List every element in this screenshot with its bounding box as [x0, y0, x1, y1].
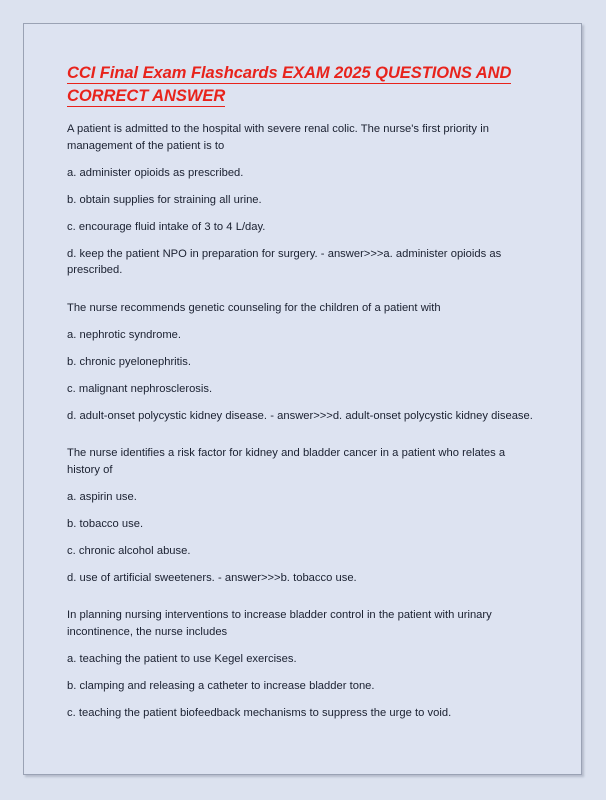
question-stem: The nurse recommends genetic counseling for the children of a patient with: [67, 301, 441, 314]
question-option: b. obtain supplies for straining all urine.: [67, 193, 262, 206]
question-block: [67, 300, 541, 425]
question-option: a. administer opioids as prescribed.: [67, 166, 244, 179]
question-option: c. malignant nephrosclerosis.: [67, 382, 213, 395]
question-option: a. teaching the patient to use Kegel exercises.: [67, 652, 297, 665]
question-option-with-answer: d. use of artificial sweeteners. - answer>>>b. tobacco use.: [67, 571, 357, 584]
question-option-with-answer: d. adult-onset polycystic kidney disease. - answer>>>d. adult-onset polycystic kidney disease.: [67, 409, 533, 422]
document-page: [23, 23, 582, 775]
question-block: [67, 121, 541, 279]
page-content: [67, 62, 541, 722]
page-title-line-2: CORRECT ANSWER: [67, 87, 226, 105]
question-option: a. aspirin use.: [67, 490, 137, 503]
question-option-with-answer: d. keep the patient NPO in preparation for surgery. - answer>>>a. administer opioids as prescribed.: [67, 247, 502, 277]
question-stem: In planning nursing interventions to increase bladder control in the patient with urinary incontinence, the nurse includes: [67, 609, 492, 638]
question-option: c. teaching the patient biofeedback mechanisms to suppress the urge to void.: [67, 706, 452, 719]
page-title-line-1: CCI Final Exam Flashcards EXAM 2025 QUESTIONS AND: [67, 64, 512, 82]
question-stem: A patient is admitted to the hospital with severe renal colic. The nurse's first priority in management of the patient is to: [67, 123, 489, 152]
question-option: b. clamping and releasing a catheter to increase bladder tone.: [67, 679, 375, 692]
question-option: a. nephrotic syndrome.: [67, 328, 181, 341]
question-option: b. tobacco use.: [67, 517, 144, 530]
page-title: [67, 62, 541, 108]
question-option: b. chronic pyelonephritis.: [67, 355, 191, 368]
question-stem: The nurse identifies a risk factor for kidney and bladder cancer in a patient who relates a history of: [67, 447, 506, 476]
question-option: c. chronic alcohol abuse.: [67, 544, 191, 557]
question-block: [67, 445, 541, 586]
question-block: [67, 607, 541, 721]
question-option: c. encourage fluid intake of 3 to 4 L/day.: [67, 220, 266, 233]
